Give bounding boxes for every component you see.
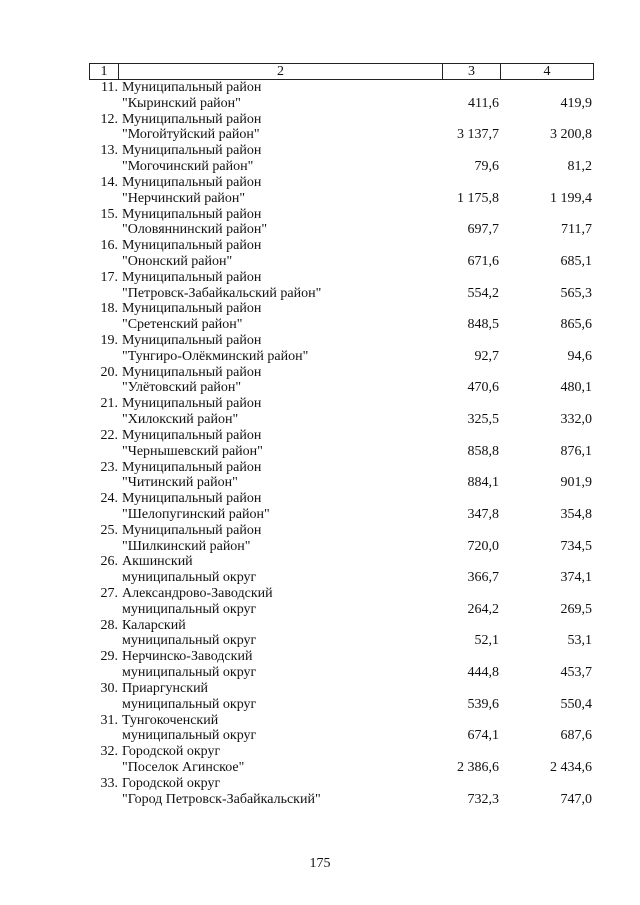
value-column-3: 554,2	[467, 285, 499, 301]
row-number: 17.	[100, 269, 118, 285]
value-column-4: 480,1	[560, 380, 592, 396]
table-row	[0, 744, 640, 776]
value-column-3: 79,6	[474, 159, 499, 175]
table-row	[0, 207, 640, 239]
municipality-name: "Оловяннинский район"	[122, 222, 268, 238]
value-column-4: 94,6	[567, 348, 592, 364]
row-number: 21.	[100, 396, 118, 412]
table-row	[0, 586, 640, 618]
value-column-4: 711,7	[561, 222, 592, 238]
value-column-3: 697,7	[467, 222, 499, 238]
municipality-type: Нерчинско-Заводский	[122, 649, 253, 665]
value-column-3: 671,6	[467, 253, 499, 269]
value-column-4: 865,6	[560, 317, 592, 333]
row-number: 33.	[100, 775, 118, 791]
row-number: 29.	[100, 649, 118, 665]
municipality-type: Тунгокоченский	[122, 712, 219, 728]
row-number: 28.	[100, 617, 118, 633]
row-number: 16.	[100, 238, 118, 254]
municipality-type: Муниципальный район	[122, 301, 262, 317]
table-row	[0, 301, 640, 333]
column-header-row	[90, 64, 594, 80]
value-column-3: 732,3	[467, 791, 499, 807]
value-column-4: 3 200,8	[550, 127, 592, 143]
municipality-name: "Город Петровск-Забайкальский"	[122, 791, 321, 807]
value-column-4: 332,0	[560, 412, 592, 428]
municipality-type: Акшинский	[122, 554, 193, 570]
municipality-type: Муниципальный район	[122, 333, 262, 348]
municipality-type: Муниципальный район	[122, 522, 262, 538]
row-number: 24.	[100, 491, 118, 507]
municipality-name: "Нерчинский район"	[122, 190, 246, 206]
municipality-name: муниципальный округ	[122, 633, 257, 649]
table-row	[0, 428, 640, 460]
value-column-3: 858,8	[467, 443, 499, 459]
value-column-3: 52,1	[474, 633, 499, 649]
value-column-3: 325,5	[467, 412, 499, 428]
row-number: 27.	[100, 586, 118, 601]
municipality-name: "Читинский район"	[122, 475, 238, 491]
municipality-name: "Могойтуйский район"	[122, 127, 260, 143]
table-row	[0, 649, 640, 681]
municipality-type: Муниципальный район	[122, 238, 262, 254]
table-row	[0, 270, 640, 302]
row-number: 20.	[100, 364, 118, 380]
table-row	[0, 80, 640, 112]
column-header-table	[89, 63, 594, 80]
municipality-type: Муниципальный район	[122, 364, 262, 380]
row-number: 18.	[100, 301, 118, 317]
column-header-1: 1	[90, 64, 119, 80]
municipality-type: Городской округ	[122, 775, 221, 791]
value-column-3: 3 137,7	[457, 127, 499, 143]
municipality-name: "Шелопугинский район"	[122, 506, 270, 522]
page-number: 175	[309, 856, 331, 871]
row-number: 26.	[100, 554, 118, 570]
value-column-4: 685,1	[560, 253, 592, 269]
row-number: 25.	[100, 522, 118, 538]
municipality-type: Муниципальный район	[122, 80, 262, 95]
municipality-type: Александрово-Заводский	[122, 586, 273, 601]
table-row	[0, 112, 640, 144]
value-column-4: 876,1	[560, 443, 592, 459]
table-row	[0, 460, 640, 492]
municipality-name: "Хилокский район"	[122, 412, 239, 428]
value-column-4: 419,9	[560, 95, 592, 111]
table-row	[0, 143, 640, 175]
value-column-3: 470,6	[467, 380, 499, 396]
municipality-name: "Ононский район"	[122, 253, 233, 269]
table-body	[0, 80, 640, 807]
table-row	[0, 365, 640, 397]
column-header-3: 3	[443, 64, 501, 80]
table-row	[0, 491, 640, 523]
row-number: 32.	[100, 744, 118, 760]
municipality-name: "Могочинский район"	[122, 159, 254, 175]
table-row	[0, 681, 640, 713]
municipality-type: Муниципальный район	[122, 269, 262, 285]
municipality-name: "Кыринский район"	[122, 95, 241, 111]
municipality-type: Муниципальный район	[122, 206, 262, 222]
row-number: 15.	[100, 206, 118, 222]
column-header-4: 4	[501, 64, 594, 80]
value-column-3: 444,8	[467, 665, 499, 681]
value-column-3: 848,5	[467, 317, 499, 333]
municipality-type: Городской округ	[122, 744, 221, 760]
value-column-3: 92,7	[474, 348, 499, 364]
table-row	[0, 333, 640, 365]
value-column-4: 2 434,6	[550, 759, 592, 775]
municipality-type: Муниципальный район	[122, 427, 262, 443]
table-row	[0, 396, 640, 428]
value-column-4: 53,1	[567, 633, 592, 649]
row-number: 30.	[100, 680, 118, 696]
municipality-name: муниципальный округ	[122, 665, 257, 681]
value-column-4: 747,0	[560, 791, 592, 807]
municipality-name: муниципальный округ	[122, 601, 257, 617]
value-column-4: 269,5	[560, 601, 592, 617]
municipality-name: "Улётовский район"	[122, 380, 242, 396]
municipality-name: муниципальный округ	[122, 570, 257, 586]
table-row	[0, 554, 640, 586]
municipality-name: муниципальный округ	[122, 696, 257, 712]
row-number: 31.	[100, 712, 118, 728]
municipality-type: Приаргунский	[122, 680, 209, 696]
municipality-name: "Чернышевский район"	[122, 443, 263, 459]
municipality-type: Каларский	[122, 617, 186, 633]
municipality-type: Муниципальный район	[122, 491, 262, 507]
value-column-3: 539,6	[467, 696, 499, 712]
value-column-3: 366,7	[467, 570, 499, 586]
municipality-type: Муниципальный район	[122, 459, 262, 475]
value-column-4: 687,6	[560, 728, 592, 744]
municipality-name: "Петровск-Забайкальский район"	[122, 285, 322, 301]
municipality-name: "Шилкинский район"	[122, 538, 251, 554]
value-column-4: 81,2	[567, 159, 592, 175]
value-column-3: 720,0	[467, 538, 499, 554]
municipality-name: муниципальный округ	[122, 728, 257, 744]
table-row	[0, 618, 640, 650]
municipality-name: "Поселок Агинское"	[122, 759, 245, 775]
row-number: 23.	[100, 459, 118, 475]
table-row	[0, 175, 640, 207]
row-number: 11.	[101, 80, 118, 95]
row-number: 14.	[100, 174, 118, 190]
value-column-4: 1 199,4	[550, 190, 592, 206]
table-row	[0, 713, 640, 745]
municipality-type: Муниципальный район	[122, 143, 262, 159]
municipality-type: Муниципальный район	[122, 396, 262, 412]
value-column-4: 354,8	[560, 506, 592, 522]
value-column-3: 411,6	[468, 95, 499, 111]
municipality-name: "Тунгиро-Олёкминский район"	[122, 348, 309, 364]
row-number: 12.	[100, 111, 118, 127]
value-column-3: 347,8	[467, 506, 499, 522]
municipality-type: Муниципальный район	[122, 174, 262, 190]
row-number: 22.	[100, 427, 118, 443]
table-row	[0, 238, 640, 270]
value-column-4: 374,1	[560, 570, 592, 586]
value-column-4: 901,9	[560, 475, 592, 491]
municipality-type: Муниципальный район	[122, 111, 262, 127]
value-column-3: 264,2	[467, 601, 499, 617]
value-column-3: 1 175,8	[457, 190, 499, 206]
municipality-name: "Сретенский район"	[122, 317, 243, 333]
value-column-4: 550,4	[560, 696, 592, 712]
value-column-4: 734,5	[560, 538, 592, 554]
value-column-3: 2 386,6	[457, 759, 499, 775]
row-number: 13.	[100, 143, 118, 159]
column-header-2: 2	[119, 64, 443, 80]
table-row	[0, 523, 640, 555]
value-column-3: 674,1	[467, 728, 499, 744]
table-row	[0, 776, 640, 808]
value-column-4: 565,3	[560, 285, 592, 301]
value-column-3: 884,1	[467, 475, 499, 491]
value-column-4: 453,7	[560, 665, 592, 681]
row-number: 19.	[100, 333, 118, 348]
